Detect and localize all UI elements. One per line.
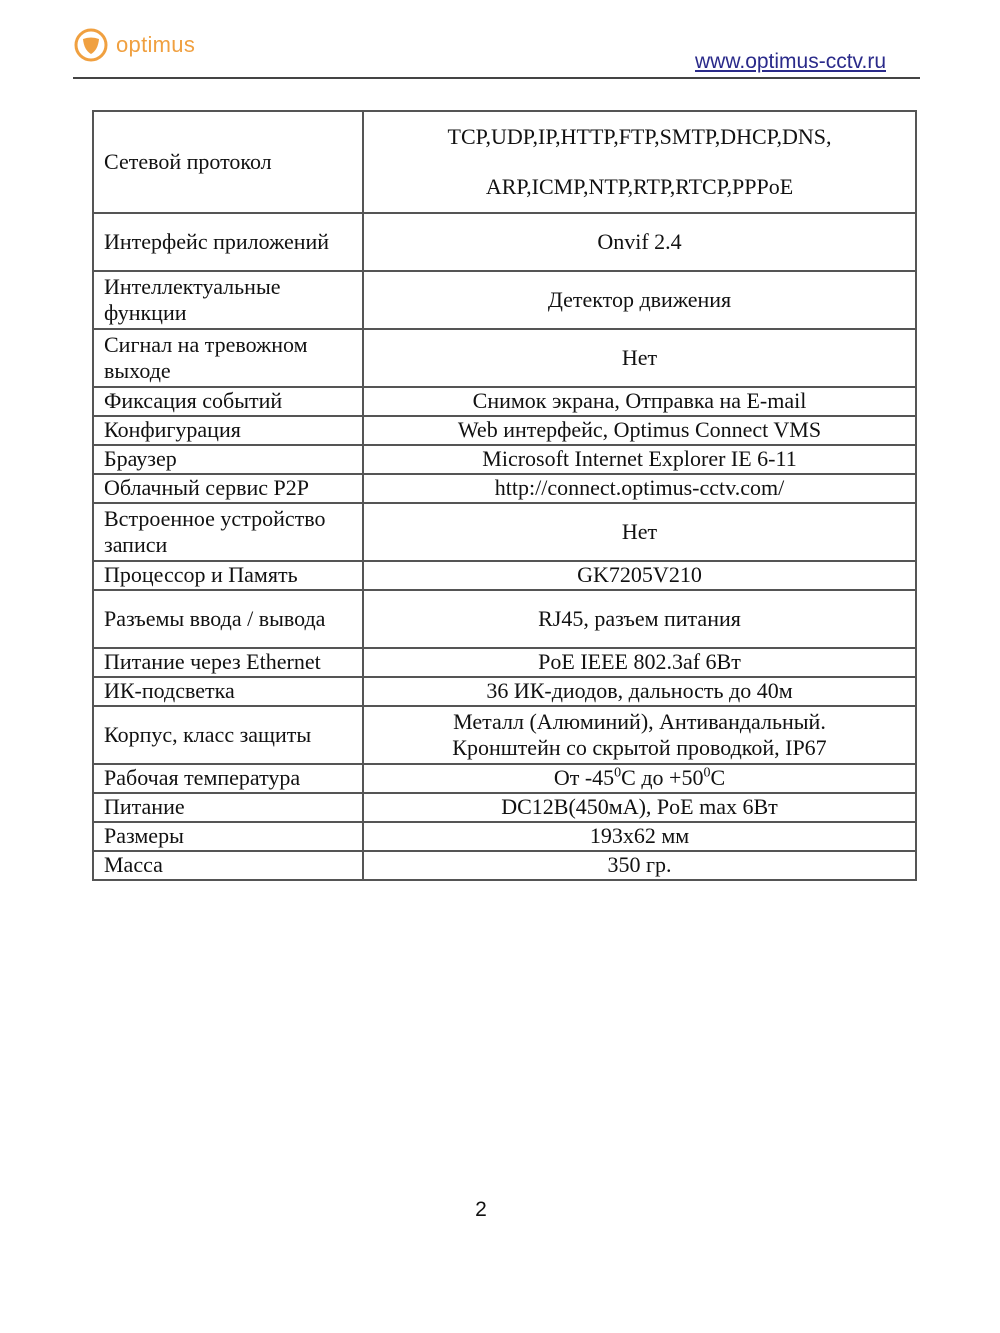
spec-value-line: ARP,ICMP,NTP,RTP,RTCP,PPPoE — [485, 174, 794, 199]
spec-label: Фиксация событий — [93, 387, 363, 416]
degree-superscript: 0 — [614, 765, 622, 781]
spec-value-line: Кронштейн со скрытой проводкой, IP67 — [452, 735, 827, 760]
table-row — [93, 822, 916, 851]
table-row — [93, 474, 916, 503]
spec-label: Браузер — [93, 445, 363, 474]
spec-value — [363, 764, 916, 793]
degree-superscript: 0 — [703, 765, 711, 781]
spec-value: GK7205V210 — [363, 561, 916, 590]
optimus-logo-icon — [74, 28, 108, 62]
table-row — [93, 213, 916, 271]
spec-label: Питание — [93, 793, 363, 822]
page-number: 2 — [475, 1198, 487, 1221]
spec-label: ИК-подсветка — [93, 677, 363, 706]
spec-label: Разъемы ввода / вывода — [93, 590, 363, 648]
spec-label: Рабочая температура — [93, 764, 363, 793]
table-row — [93, 706, 916, 764]
spec-value: 193х62 мм — [363, 822, 916, 851]
table-row — [93, 590, 916, 648]
header-divider — [73, 77, 920, 79]
spec-value: Microsoft Internet Explorer IE 6-11 — [363, 445, 916, 474]
spec-value: Нет — [363, 503, 916, 561]
spec-value — [363, 706, 916, 764]
spec-label: Корпус, класс защиты — [93, 706, 363, 764]
spec-value: Детектор движения — [363, 271, 916, 329]
table-row — [93, 648, 916, 677]
spec-label: Масса — [93, 851, 363, 880]
brand-logo — [74, 28, 195, 62]
table-row — [93, 387, 916, 416]
table-row — [93, 503, 916, 561]
spec-value-line: Металл (Алюминий), Антивандальный. — [453, 708, 826, 734]
spec-label: Процессор и Память — [93, 561, 363, 590]
spec-label: Размеры — [93, 822, 363, 851]
table-row — [93, 416, 916, 445]
spec-label: Облачный сервис P2P — [93, 474, 363, 503]
spec-value: RJ45, разъем питания — [363, 590, 916, 648]
spec-value: Onvif 2.4 — [363, 213, 916, 271]
spec-value: DC12В(450мА), PoE max 6Вт — [363, 793, 916, 822]
table-row — [93, 329, 916, 387]
table-row — [93, 764, 916, 793]
spec-label: Интерфейс приложений — [93, 213, 363, 271]
spec-label: Сетевой протокол — [93, 111, 363, 213]
spec-value-line: TCP,UDP,IP,HTTP,FTP,SMTP,DHCP,DNS, — [447, 124, 832, 149]
table-row — [93, 271, 916, 329]
table-row — [93, 561, 916, 590]
spec-value: Web интерфейс, Optimus Connect VMS — [363, 416, 916, 445]
spec-table — [92, 110, 917, 881]
temp-low-text: От -45 — [553, 765, 615, 791]
temp-high-text: C до +50 — [621, 765, 704, 791]
spec-label: Питание через Ethernet — [93, 648, 363, 677]
table-row — [93, 111, 916, 213]
spec-value: http://connect.optimus-cctv.com/ — [363, 474, 916, 503]
brand-name: optimus — [116, 32, 196, 57]
table-row — [93, 445, 916, 474]
spec-value: Снимок экрана, Отправка на E-mail — [363, 387, 916, 416]
spec-label: Сигнал на тревожном выходе — [93, 329, 363, 387]
spec-value — [363, 111, 916, 213]
table-row — [93, 851, 916, 880]
spec-value: PoE IEEE 802.3af 6Вт — [363, 648, 916, 677]
spec-label: Встроенное устройство записи — [93, 503, 363, 561]
spec-label: Интеллектуальные функции — [93, 271, 363, 329]
spec-value: 350 гр. — [363, 851, 916, 880]
table-row — [93, 793, 916, 822]
spec-value: 36 ИК-диодов, дальность до 40м — [363, 677, 916, 706]
spec-value: Нет — [363, 329, 916, 387]
table-row — [93, 677, 916, 706]
temp-unit-text: C — [710, 765, 726, 791]
website-link[interactable]: www.optimus-cctv.ru — [695, 50, 886, 73]
spec-label: Конфигурация — [93, 416, 363, 445]
